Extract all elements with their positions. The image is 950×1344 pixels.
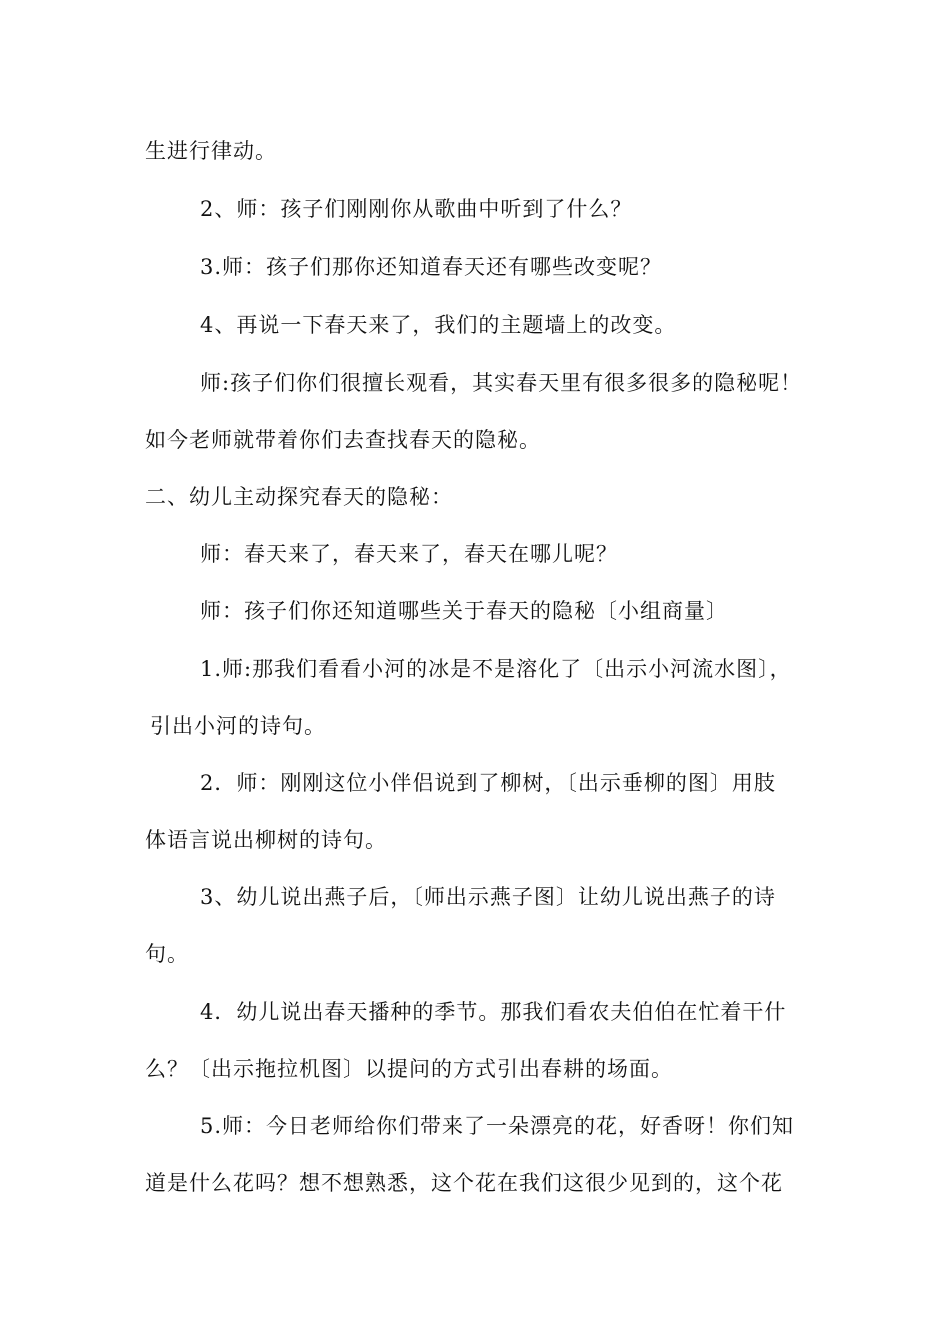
paragraph-line: 师：孩子们你还知道哪些关于春天的隐秘〔小组商量〕 xyxy=(200,599,728,623)
paragraph-line: 1.师:那我们看看小河的冰是不是溶化了〔出示小河流水图〕， xyxy=(200,657,792,681)
section-heading: 二、幼儿主动探究春天的隐秘： xyxy=(145,485,453,509)
paragraph-line: 师:孩子们你们很擅长观看，其实春天里有很多很多的隐秘呢！ xyxy=(200,371,803,395)
paragraph-line: 体语言说出柳树的诗句。 xyxy=(145,828,387,852)
paragraph-line: 2．师：刚刚这位小伴侣说到了柳树，〔出示垂柳的图〕用肢 xyxy=(200,771,776,795)
paragraph-line: 5.师：今日老师给你们带来了一朵漂亮的花，好香呀！你们知 xyxy=(200,1114,795,1138)
paragraph-line: 道是什么花吗？想不想熟悉，这个花在我们这很少见到的，这个花 xyxy=(145,1171,783,1195)
paragraph-line: 2、师：孩子们刚刚你从歌曲中听到了什么？ xyxy=(200,197,633,221)
paragraph-line: 4、再说一下春天来了，我们的主题墙上的改变。 xyxy=(200,313,677,337)
paragraph-line: 4．幼儿说出春天播种的季节。那我们看农夫伯伯在忙着干什 xyxy=(200,1000,787,1024)
paragraph-line: 引出小河的诗句。 xyxy=(150,714,326,738)
paragraph-line: 生进行律动。 xyxy=(145,139,277,163)
paragraph-line: 3.师：孩子们那你还知道春天还有哪些改变呢？ xyxy=(200,255,663,279)
paragraph-line: 3、幼儿说出燕子后，〔师出示燕子图〕让幼儿说出燕子的诗 xyxy=(200,885,776,909)
paragraph-line: 么？〔出示拖拉机图〕以提问的方式引出春耕的场面。 xyxy=(145,1057,673,1081)
paragraph-line: 句。 xyxy=(145,942,189,966)
paragraph-line: 师：春天来了，春天来了，春天在哪儿呢？ xyxy=(200,542,618,566)
paragraph-line: 如今老师就带着你们去查找春天的隐秘。 xyxy=(145,428,541,452)
